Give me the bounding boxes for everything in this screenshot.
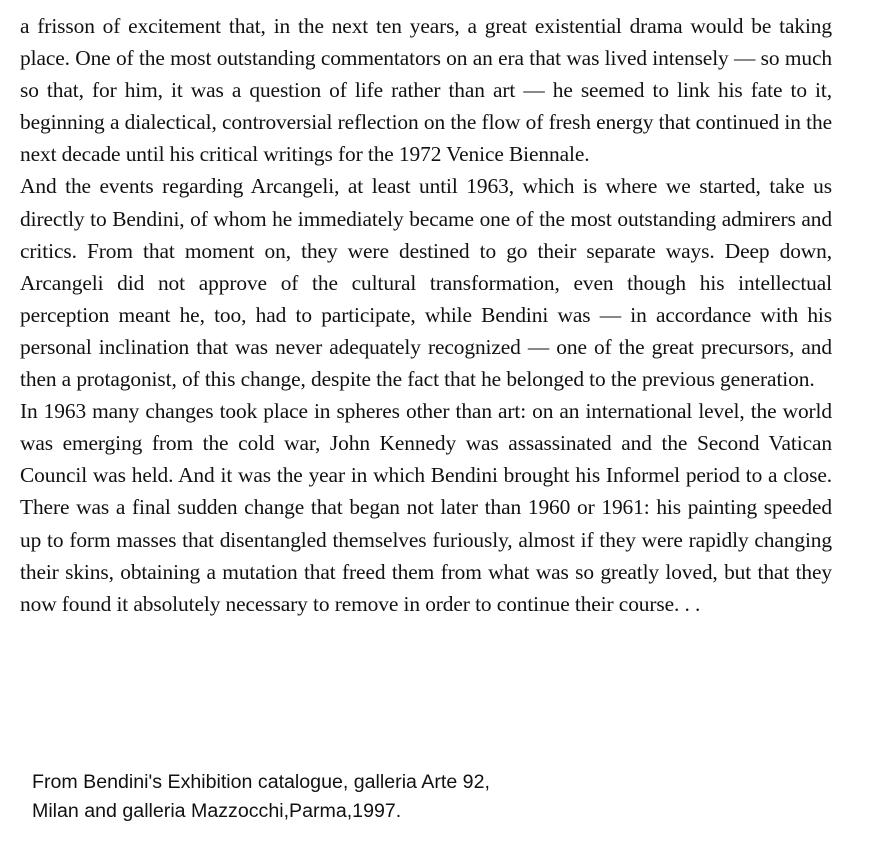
paragraph-2: And the events regarding Arcangeli, at least until 1963, which is where we started, take us directly to Bendini, of whom he immediately became one of the most outstanding admirers and critics. From that moment on, they were destined to go their separate ways. Deep down, Arcangeli did not approve of the cultural transformation, even though his intellectual perception meant he, too, had to participate, while Bendini was — in accordance with his personal inclination that was never adequately recognized — one of the great precursors, and then a protagonist, of this change, despite the fact that he belonged to the previous generation. (20, 174, 832, 392)
article-body (20, 10, 832, 620)
source-caption (32, 768, 832, 826)
paragraph-1: a frisson of excitement that, in the next ten years, a great existential drama would be taking place. One of the most outstanding commentators on an era that was lived intensely — so much so that, for him, it was a question of life rather than art — he seemed to link his fate to it, beginning a dialectical, controversial reflection on the flow of fresh energy that continued in the next decade until his critical writings for the 1972 Venice Biennale. (20, 14, 832, 167)
paragraph-3: In 1963 many changes took place in spheres other than art: on an international level, the world was emerging from the cold war, John Kennedy was assassinated and the Second Vatican Council was held. And it was the year in which Bendini brought his Informel period to a close. There was a final sudden change that began not later than 1960 or 1961: his painting speeded up to form masses that disentangled themselves furiously, almost if they were rapidly changing their skins, obtaining a mutation that freed them from what was so greatly loved, but that they now found it absolutely necessary to remove in order to continue their course. . . (20, 399, 832, 616)
caption-line-1: From Bendini's Exhibition catalogue, galleria Arte 92, (32, 771, 490, 793)
caption-line-2: Milan and galleria Mazzocchi,Parma,1997. (32, 800, 402, 822)
